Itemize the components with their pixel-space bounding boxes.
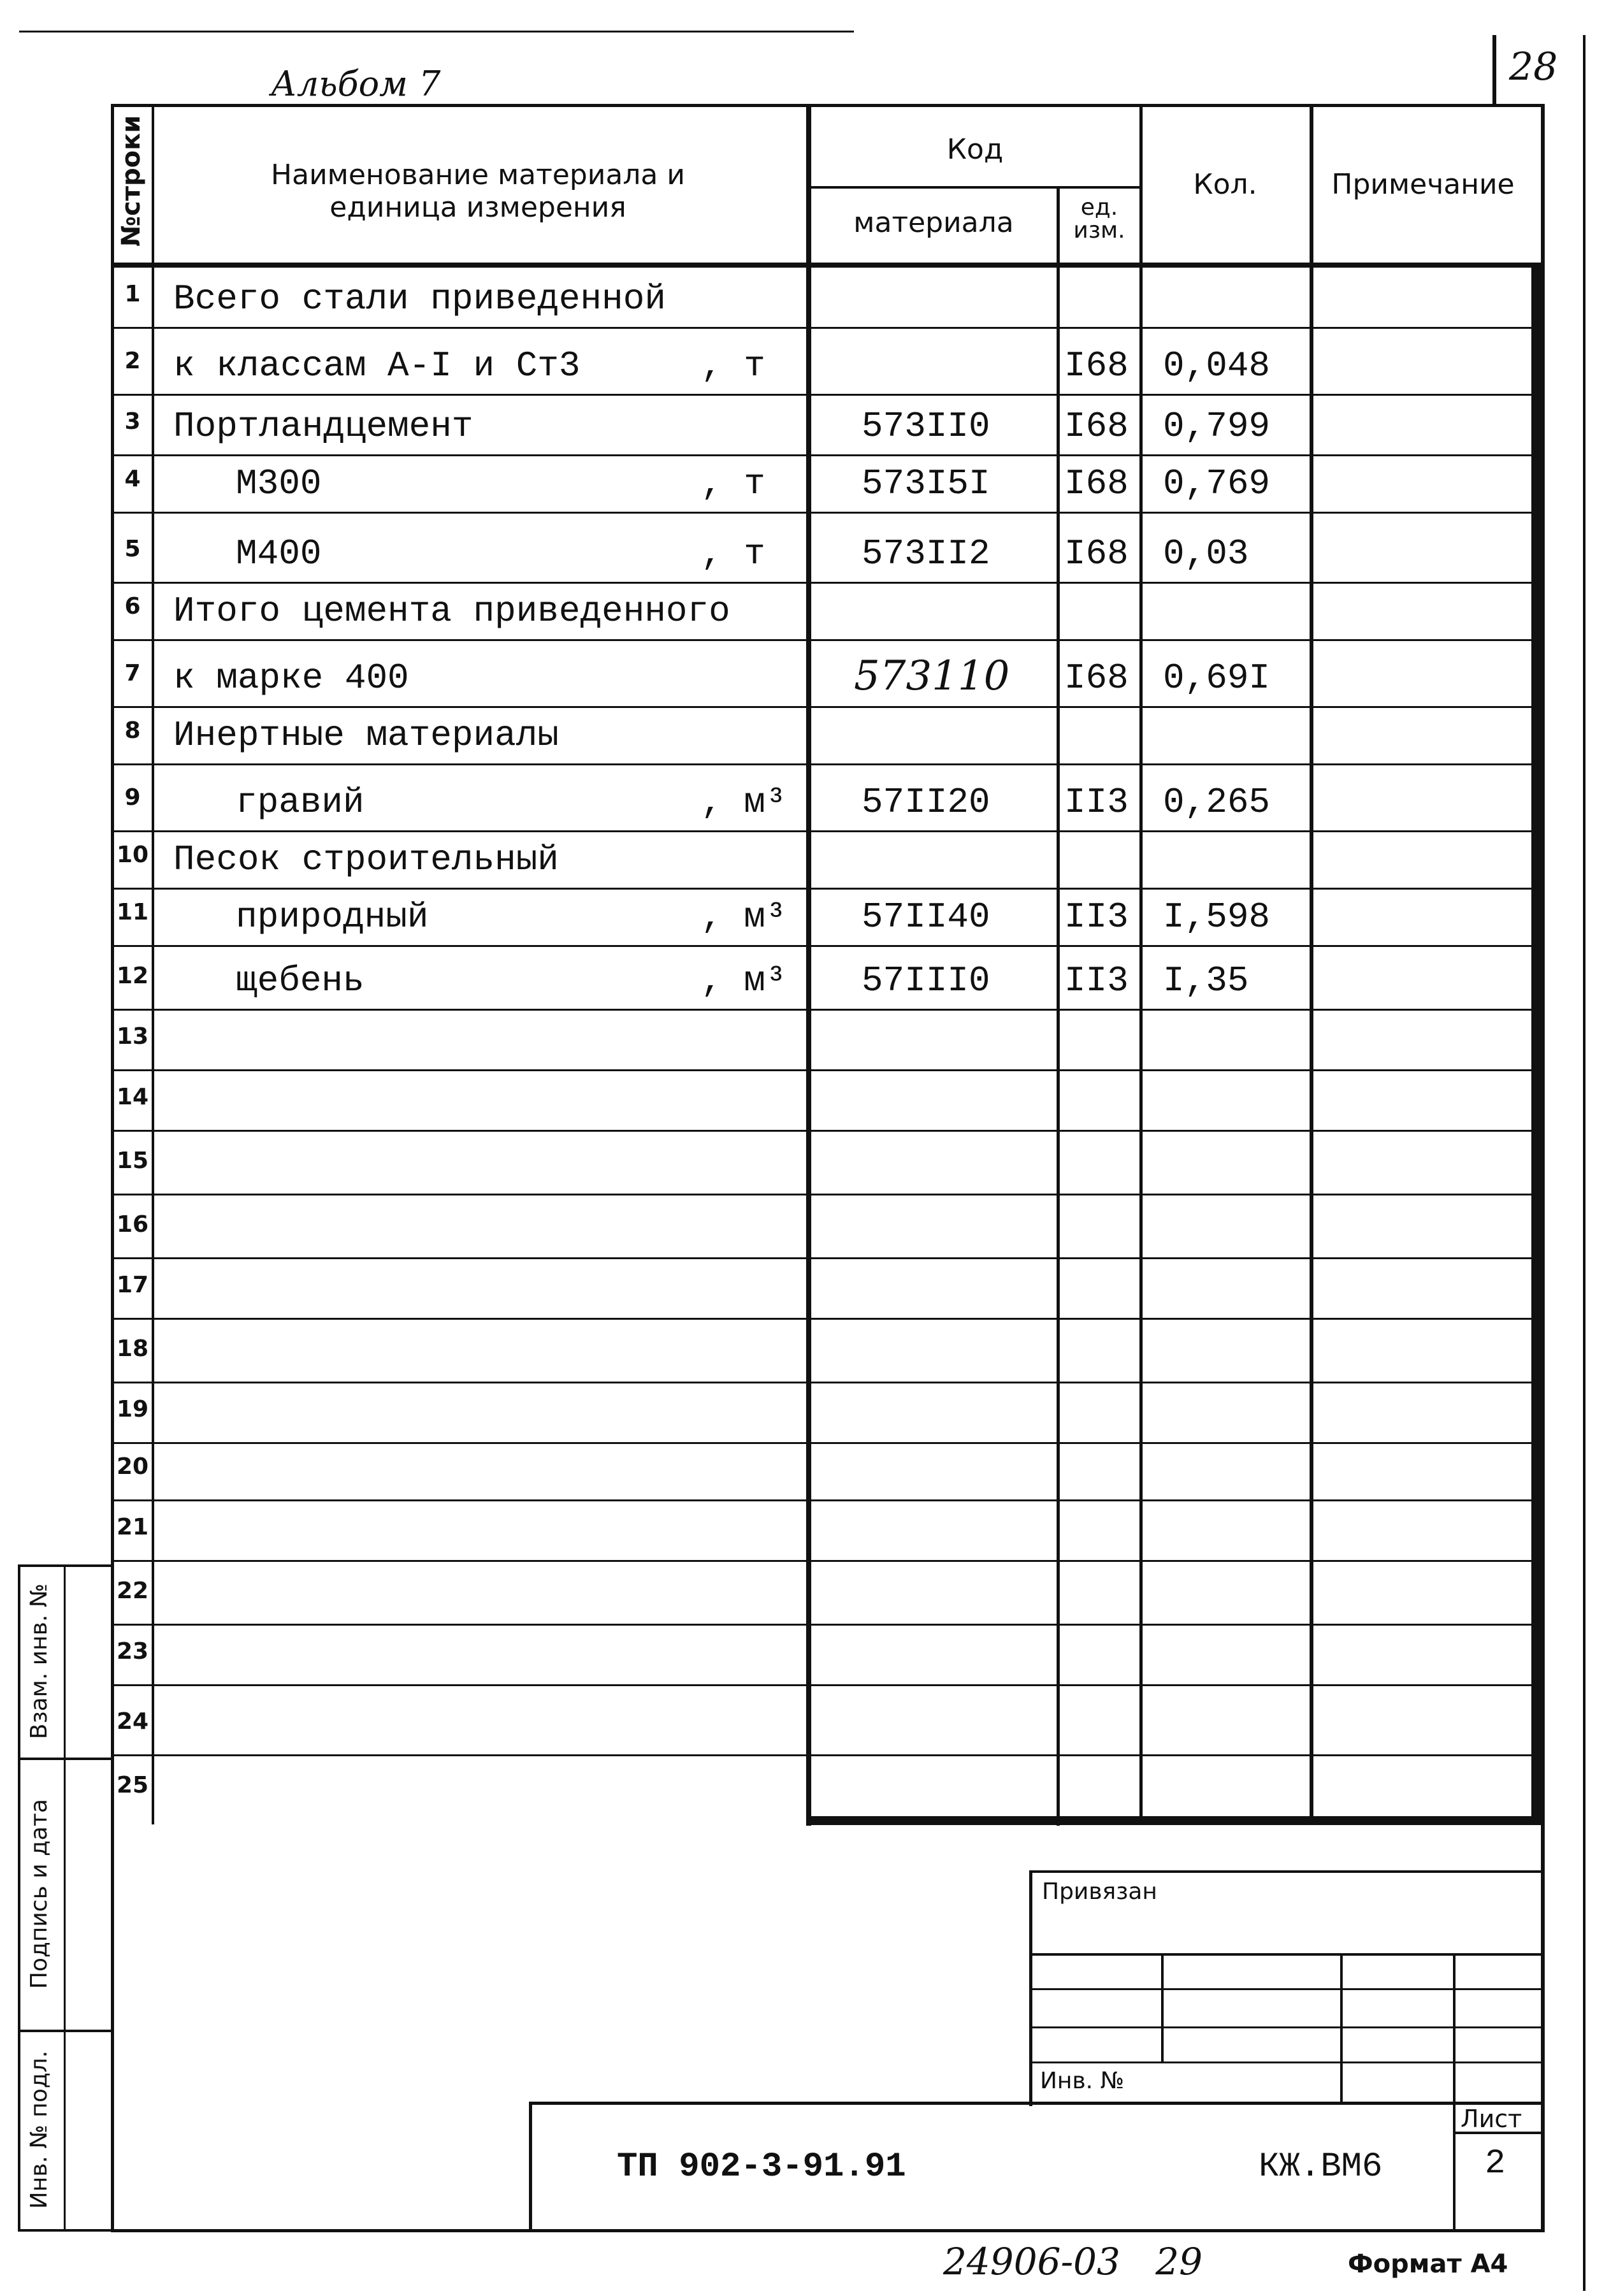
table-row — [0, 328, 1542, 395]
table-row — [0, 1131, 1542, 1195]
table-row — [0, 1686, 1542, 1756]
stamp-mark: КЖ.ВМ6 — [1259, 2148, 1383, 2186]
unit-code: I68 — [1064, 658, 1129, 698]
unit-code: I68 — [1064, 345, 1129, 386]
row-number: 20 — [116, 1454, 149, 1480]
table-row — [0, 1383, 1542, 1443]
table-row — [0, 1443, 1542, 1501]
row-number: 16 — [116, 1211, 149, 1238]
row-number: 2 — [124, 348, 141, 374]
material-name: Портландцемент — [173, 406, 473, 447]
table-row — [0, 640, 1542, 707]
row-number: 22 — [116, 1578, 149, 1604]
quantity: 0,265 — [1163, 782, 1271, 823]
header-material-name: Наименование материала и единица измерения — [271, 159, 685, 224]
material-code: 57II20 — [862, 782, 990, 823]
header-note: Примечание — [1331, 168, 1515, 201]
material-name: гравий — [236, 782, 365, 823]
material-name: М300 — [236, 463, 322, 504]
material-code: 573I5I — [862, 463, 990, 504]
row-number: 9 — [124, 784, 141, 811]
quantity: 0,03 — [1163, 533, 1249, 574]
material-name: Инертные материалы — [173, 715, 559, 756]
sheet-number-top: 28 — [1509, 45, 1558, 89]
unit-label: , т — [701, 463, 765, 504]
table-row — [0, 1259, 1542, 1319]
material-name: Песок строительный — [173, 839, 559, 880]
material-code: 57II40 — [862, 897, 990, 937]
row-number: 13 — [116, 1023, 149, 1050]
table-row — [0, 1756, 1542, 1819]
unit-code: I68 — [1064, 463, 1129, 504]
header-code: Код — [946, 133, 1004, 166]
row-number: 1 — [124, 281, 141, 307]
quantity: I,35 — [1163, 960, 1249, 1001]
quantity: 0,048 — [1163, 345, 1271, 386]
footer-handwritten-code: 24906-03 29 — [943, 2240, 1203, 2283]
row-number: 12 — [116, 963, 149, 989]
row-number: 19 — [116, 1396, 149, 1422]
row-number: 6 — [124, 593, 141, 619]
material-name: к марке 400 — [173, 658, 409, 698]
table-row — [0, 1071, 1542, 1131]
table-row — [0, 513, 1542, 583]
stamp-inv-no: Инв. № — [1040, 2068, 1125, 2094]
row-number: 25 — [116, 1772, 149, 1798]
material-code: 573II0 — [862, 406, 990, 447]
quantity: 0,69I — [1163, 658, 1271, 698]
row-number: 17 — [116, 1272, 149, 1298]
quantity: 0,769 — [1163, 463, 1271, 504]
side-inv-podl: Инв. № подл. — [26, 2050, 52, 2209]
unit-code: II3 — [1064, 897, 1129, 937]
table-row — [0, 268, 1542, 328]
side-vzam-inv: Взам. инв. № — [26, 1583, 52, 1740]
row-number: 18 — [116, 1336, 149, 1362]
row-number: 8 — [124, 718, 141, 744]
table-row — [0, 1625, 1542, 1686]
table-row — [0, 1561, 1542, 1625]
material-name: Всего стали приведенной — [173, 278, 666, 319]
table-row — [0, 456, 1542, 513]
row-number: 10 — [116, 842, 149, 868]
row-number: 21 — [116, 1514, 149, 1540]
table-row — [0, 707, 1542, 765]
row-number: 3 — [124, 408, 141, 435]
row-number: 15 — [116, 1148, 149, 1174]
album-title: Альбом 7 — [271, 64, 441, 104]
unit-code: II3 — [1064, 960, 1129, 1001]
row-number: 5 — [124, 536, 141, 562]
row-number: 24 — [116, 1708, 149, 1735]
header-row-number: №строки — [117, 115, 146, 247]
stamp-document-code: ТП 902-3-91.91 — [617, 2148, 906, 2186]
stamp-list-number: 2 — [1485, 2144, 1506, 2183]
unit-label: , м³ — [701, 960, 787, 1001]
unit-label: , м³ — [701, 897, 787, 937]
side-signature-date: Подпись и дата — [26, 1798, 52, 1989]
material-code: 573II2 — [862, 533, 990, 574]
material-name: М400 — [236, 533, 322, 574]
table-row — [0, 1010, 1542, 1071]
table-row — [0, 765, 1542, 832]
material-name: к классам А-I и Ст3 — [173, 345, 581, 386]
footer-format: Формат А4 — [1348, 2249, 1508, 2279]
row-number: 14 — [116, 1084, 149, 1110]
unit-label: , т — [701, 533, 765, 574]
table-row — [0, 1501, 1542, 1561]
table-row — [0, 583, 1542, 640]
material-code: 57III0 — [862, 960, 990, 1001]
table-row — [0, 889, 1542, 946]
unit-label: , т — [701, 345, 765, 386]
stamp-privyazan: Привязан — [1042, 1879, 1157, 1905]
table-row — [0, 1195, 1542, 1259]
stamp-list-label: Лист — [1461, 2105, 1522, 2133]
material-code: 573110 — [854, 653, 1010, 700]
unit-code: II3 — [1064, 782, 1129, 823]
table-row — [0, 946, 1542, 1010]
table-row — [0, 1319, 1542, 1383]
unit-label: , м³ — [701, 782, 787, 823]
header-quantity: Кол. — [1193, 168, 1257, 201]
header-unit: ед. изм. — [1073, 194, 1125, 243]
row-number: 7 — [124, 660, 141, 686]
row-number: 23 — [116, 1638, 149, 1664]
material-name: природный — [236, 897, 429, 937]
table-row — [0, 832, 1542, 889]
material-name: Итого цемента приведенного — [173, 591, 730, 632]
row-number: 4 — [124, 466, 141, 492]
unit-code: I68 — [1064, 533, 1129, 574]
header-material-code: материала — [853, 206, 1014, 239]
material-name: щебень — [236, 960, 365, 1001]
unit-code: I68 — [1064, 406, 1129, 447]
table-row — [0, 395, 1542, 456]
row-number: 11 — [116, 899, 149, 925]
quantity: 0,799 — [1163, 406, 1271, 447]
quantity: I,598 — [1163, 897, 1271, 937]
